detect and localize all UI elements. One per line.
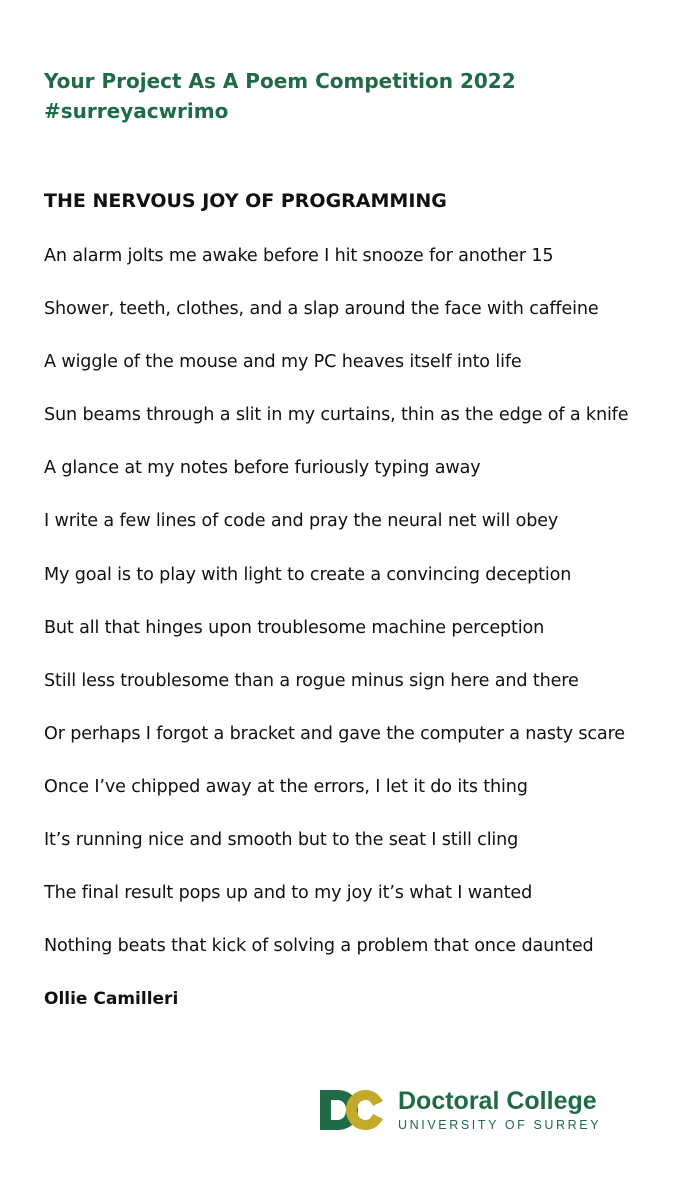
poem-line: A wiggle of the mouse and my PC heaves itself into life [44,352,522,373]
logo-name: Doctoral College [398,1087,597,1115]
poem-line: My goal is to play with light to create a convincing deception [44,564,572,585]
poem-title: THE NERVOUS JOY OF PROGRAMMING [44,190,447,212]
poem-line: But all that hinges upon troublesome machine perception [44,617,545,638]
logo-subtitle: UNIVERSITY OF SURREY [398,1118,602,1132]
poem-line: Once I’ve chipped away at the errors, I let it do its thing [44,776,528,797]
poem-line: Still less troublesome than a rogue minus sign here and there [44,670,579,691]
poem-body [44,241,628,984]
poem-line: An alarm jolts me awake before I hit snooze for another 15 [44,246,554,266]
competition-hashtag: #surreyacwrimo [44,99,229,123]
poem-line: Shower, teeth, clothes, and a slap around the face with caffeine [44,299,599,320]
poem-line: The final result pops up and to my joy it’s what I wanted [44,883,533,904]
poem-line: A glance at my notes before furiously typing away [44,458,481,479]
logo-text [398,1087,601,1133]
poem-line: Sun beams through a slit in my curtains, thin as the edge of a knife [44,405,629,426]
poem-line: I write a few lines of code and pray the neural net will obey [44,511,559,532]
doctoral-college-logo [318,1086,601,1134]
dc-monogram-icon [318,1086,386,1134]
competition-title: Your Project As A Poem Competition 2022 [44,69,516,93]
poem-author: Ollie Camilleri [44,989,179,1009]
logo-letter-c [346,1090,383,1130]
poem-line: It’s running nice and smooth but to the seat I still cling [44,830,519,851]
poem-line: Or perhaps I forgot a bracket and gave the computer a nasty scare [44,723,625,744]
poem-line: Nothing beats that kick of solving a problem that once daunted [44,936,594,957]
competition-header [44,66,516,126]
